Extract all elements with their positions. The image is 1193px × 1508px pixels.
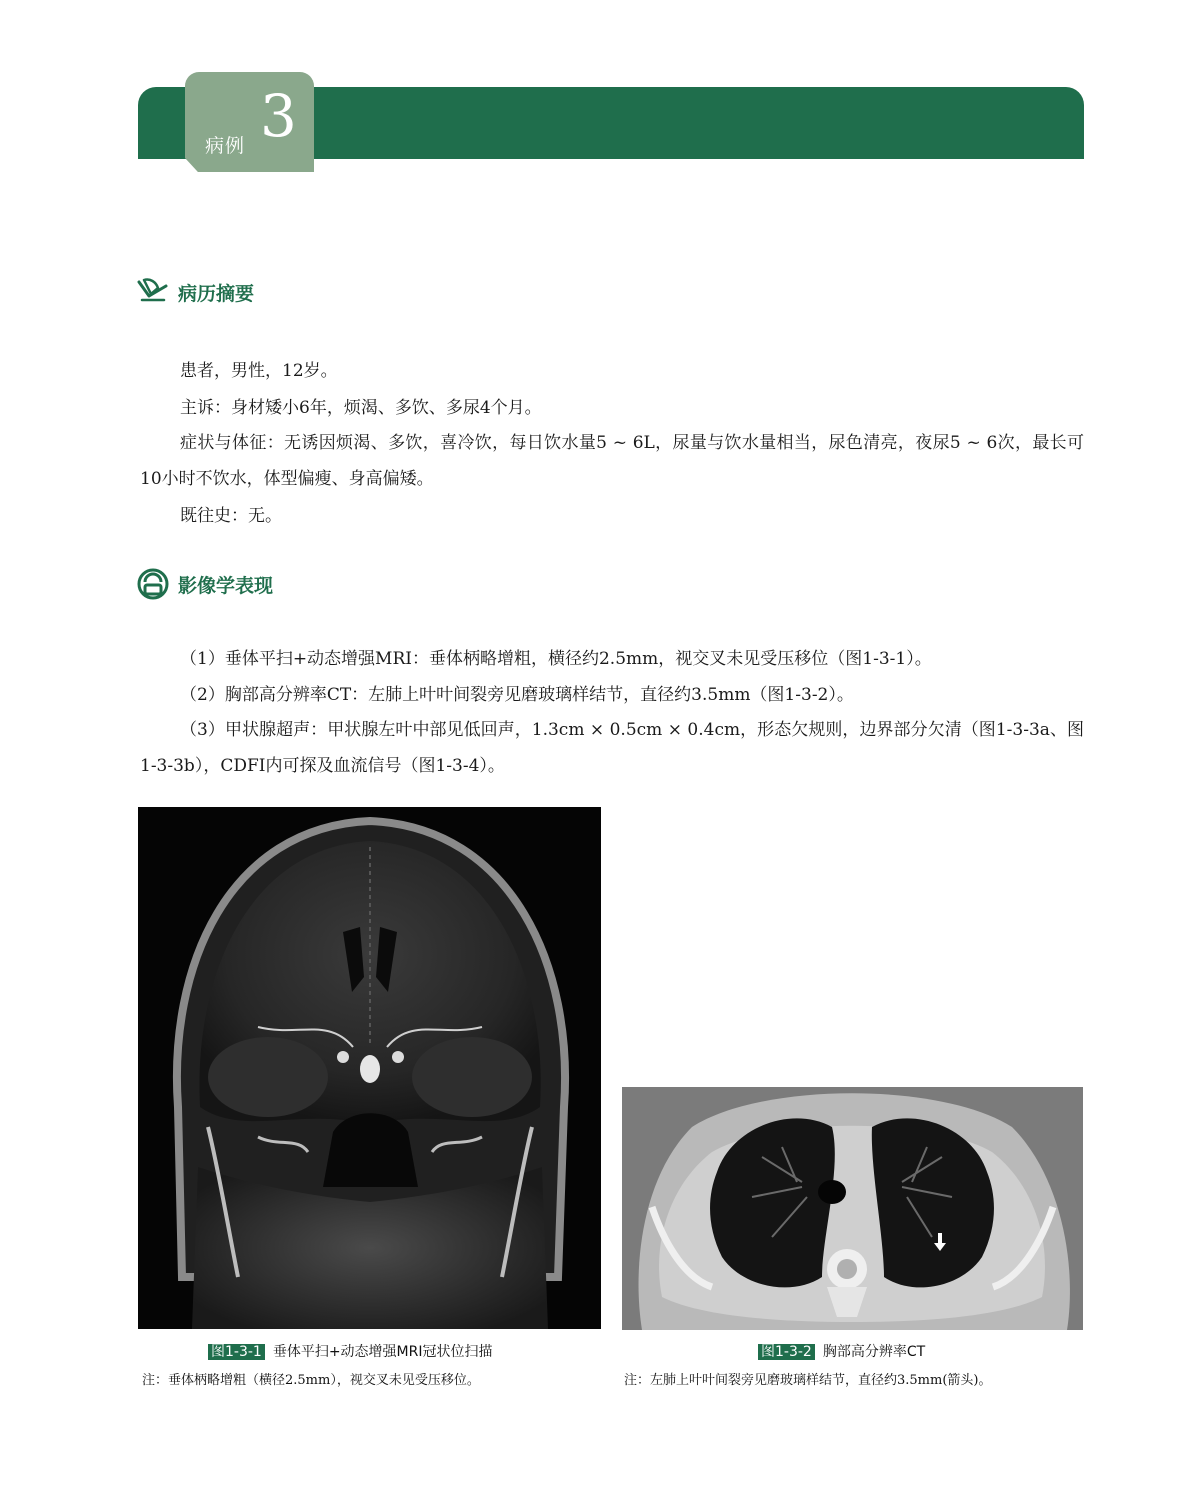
history-line-3: 症状与体征：无诱因烦渴、多饮，喜冷饮，每日饮水量5 ~ 6L，尿量与饮水量相当，尿色清亮，夜尿5 ~ 6次，最长可10小时不饮水，体型偏瘦、身高偏矮。 (140, 433, 1084, 489)
figure-1-note: 注：垂体柄略增粗（横径2.5mm），视交叉未见受压移位。 (142, 1373, 480, 1388)
imaging-line-2: （2）胸部高分辨率CT：左肺上叶叶间裂旁见磨玻璃样结节，直径约3.5mm（图1-3-2）。 (180, 685, 854, 705)
case-number: 3 (260, 82, 297, 150)
section-imaging-header (136, 567, 273, 601)
imaging-line-1: （1）垂体平扫+动态增强MRI：垂体柄略增粗，横径约2.5mm，视交叉未见受压移位（图1-3-1）。 (180, 649, 932, 669)
history-line-2: 主诉：身材矮小6年，烦渴、多饮、多尿4个月。 (180, 398, 542, 418)
figure-1-caption-text: 垂体平扫+动态增强MRI冠状位扫描 (272, 1344, 493, 1360)
case-label: 病例 (205, 135, 246, 157)
figure-2-caption-text: 胸部高分辨率CT (822, 1344, 926, 1360)
section-history-header (136, 276, 254, 308)
history-line-4: 既往史：无。 (180, 506, 282, 526)
scanner-icon (136, 567, 170, 601)
chest-ct-image (622, 1087, 1083, 1330)
figure-2-caption (758, 1341, 925, 1361)
imaging-line-3: （3）甲状腺超声：甲状腺左叶中部见低回声，1.3cm × 0.5cm × 0.4cm，形态欠规则，边界部分欠清（图1-3-3a、图1-3-3b），CDFI内可探及血流信号（图1-3-4）。 (140, 720, 1084, 776)
figure-2-note: 注：左肺上叶叶间裂旁见磨玻璃样结节，直径约3.5mm(箭头)。 (624, 1373, 992, 1388)
figure-1-number: 图1-3-1 (208, 1344, 265, 1360)
section-title-history: 病历摘要 (178, 282, 255, 305)
figure-2-number: 图1-3-2 (758, 1344, 815, 1360)
figure-1-caption (208, 1341, 493, 1361)
section-title-imaging: 影像学表现 (178, 574, 274, 597)
history-line-1: 患者，男性，12岁。 (180, 361, 338, 381)
notebook-icon (136, 276, 170, 308)
mri-coronal-image (138, 807, 601, 1329)
